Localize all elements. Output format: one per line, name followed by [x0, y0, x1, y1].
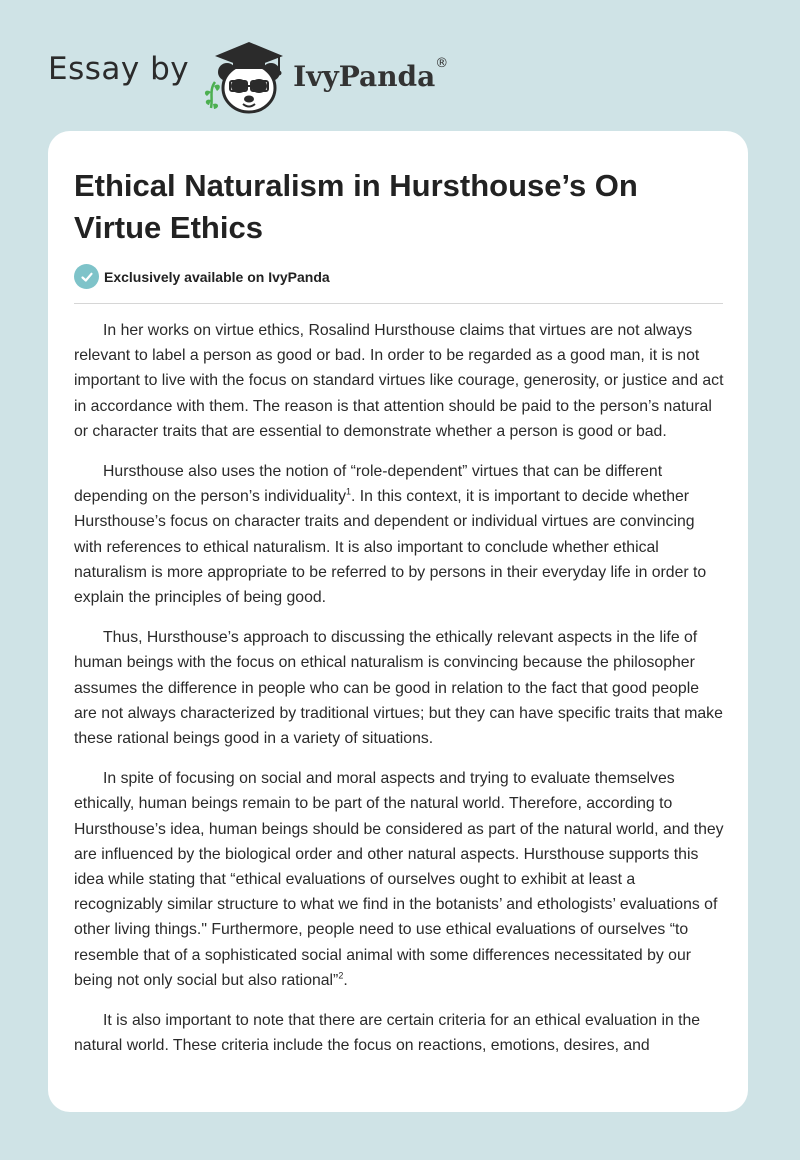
- divider: [74, 303, 723, 304]
- footnote-ref[interactable]: 1: [345, 486, 351, 497]
- brand-name[interactable]: IvyPanda®: [293, 55, 449, 93]
- article-card: [48, 131, 748, 1112]
- page-title: Ethical Naturalism in Hursthouse’s On Virtue Ethics: [74, 168, 638, 245]
- exclusive-badge: [74, 264, 330, 289]
- footnote-ref[interactable]: 2: [338, 970, 344, 981]
- paragraph: Thus, Hursthouse’s approach to discussing the ethically relevant aspects in the life of human beings with the focus on ethical naturalism is convincing because the philosopher assumes the difference in people who can be good in relation to the fact that good people are not always characterized by traditional virtues; but they can have specific traits that make these rational beings good in a variety of situations.: [74, 629, 723, 748]
- paragraph: Hursthouse also uses the notion of “role-dependent” virtues that can be different depending on the person’s individuality$^1$. In this context, it is important to decide whether Hursthouse’s focus on character traits and dependent or individual virtues are convincing with references to ethical naturalism. It is also important to conclude whether ethical naturalism is more appropriate to be referred to by persons in their everyday life in order to explain the principles of being good.: [74, 463, 707, 607]
- exclusive-badge-label: Exclusively available on IvyPanda: [104, 268, 330, 285]
- registered-mark: ®: [435, 55, 449, 71]
- paragraph: In her works on virtue ethics, Rosalind Hursthouse claims that virtues are not always relevant to label a person as good or bad. In order to be regarded as a good man, it is not important to live with the focus on standard virtues like courage, generosity, or justice and act in accordance with them. The reason is that attention should be paid to the person’s natural or character traits that are essential to demonstrate whether a person is good or bad.: [74, 322, 724, 440]
- essay-by-label: Essay by: [48, 51, 190, 87]
- paragraph: It is also important to note that there are certain criteria for an ethical evaluation in the natural world. These criteria include the focus on reactions, emotions, desires, and: [74, 1012, 701, 1055]
- paragraph: In spite of focusing on social and moral aspects and trying to evaluate themselves ethically, human beings remain to be part of the natural world. Therefore, according to Hursthouse’s idea, human beings should be considered as part of the natural world, and they are influenced by the biological order and other natural aspects. Hursthouse supports this idea while stating that “ethical evaluations of ourselves ought to exhibit at least a recognizably similar structure to what we find in the botanists’ and ethologists’ evaluations of other living things." Furthermore, people need to use ethical evaluations of ourselves “to resemble that of a sophisticated social animal with some differences necessitated by our being not only social but also rational”$^2$.: [74, 770, 724, 989]
- check-circle-icon: [74, 264, 99, 289]
- article-body: [74, 318, 726, 1073]
- site-header: [48, 36, 608, 116]
- panda-graduate-logo-icon: [199, 36, 291, 116]
